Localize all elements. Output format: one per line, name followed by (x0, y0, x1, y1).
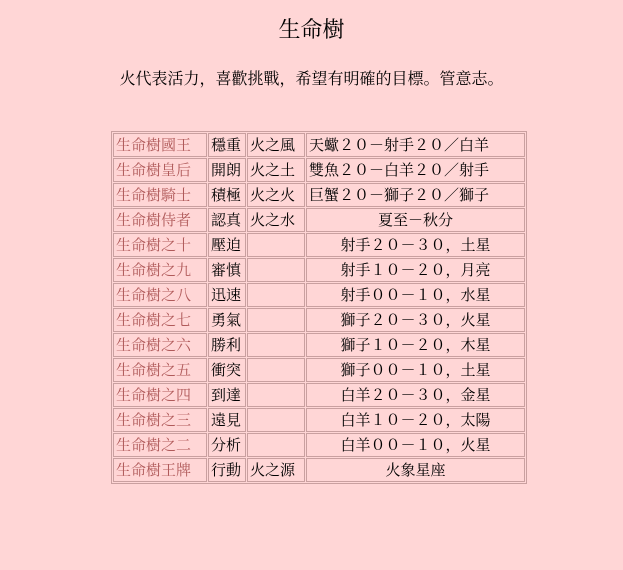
card-table-body (113, 133, 525, 482)
card-name-cell: 生命樹之五 (113, 358, 207, 382)
card-range-cell: 獅子２０－３０，火星 (306, 308, 525, 332)
card-trait-cell: 積極 (208, 183, 246, 207)
page-title: 生命樹 (278, 18, 345, 43)
page-subtitle: 火代表活力，喜歡挑戰，希望有明確的目標。管意志。 (119, 69, 504, 88)
card-trait-cell: 勇氣 (208, 308, 246, 332)
card-element-cell (247, 408, 305, 432)
card-range-cell: 射手００－１０，水星 (306, 283, 525, 307)
card-trait-cell: 開朗 (208, 158, 246, 182)
card-element-cell: 火之火 (247, 183, 305, 207)
card-range-cell: 雙魚２０－白羊２０／射手 (306, 158, 525, 182)
card-name-cell: 生命樹之三 (113, 408, 207, 432)
table-row (113, 233, 525, 257)
card-table (111, 131, 527, 484)
card-element-cell: 火之土 (247, 158, 305, 182)
card-range-cell: 火象星座 (306, 458, 525, 482)
card-range-cell: 射手２０－３０，土星 (306, 233, 525, 257)
card-trait-cell: 迅速 (208, 283, 246, 307)
card-name-cell: 生命樹之七 (113, 308, 207, 332)
card-range-cell: 射手１０－２０，月亮 (306, 258, 525, 282)
table-row (113, 433, 525, 457)
table-row (113, 408, 525, 432)
card-element-cell (247, 233, 305, 257)
card-trait-cell: 壓迫 (208, 233, 246, 257)
card-element-cell (247, 283, 305, 307)
table-row (113, 158, 525, 182)
table-row (113, 333, 525, 357)
card-range-cell: 巨蟹２０－獅子２０／獅子 (306, 183, 525, 207)
card-element-cell (247, 358, 305, 382)
card-name-cell: 生命樹王牌 (113, 458, 207, 482)
card-element-cell (247, 383, 305, 407)
table-row (113, 458, 525, 482)
table-row (113, 258, 525, 282)
card-range-cell: 獅子１０－２０，木星 (306, 333, 525, 357)
card-name-cell: 生命樹國王 (113, 133, 207, 157)
table-row (113, 358, 525, 382)
card-element-cell (247, 258, 305, 282)
card-element-cell: 火之水 (247, 208, 305, 232)
card-element-cell: 火之風 (247, 133, 305, 157)
card-table-container (111, 131, 527, 484)
card-trait-cell: 認真 (208, 208, 246, 232)
table-row (113, 208, 525, 232)
card-range-cell: 獅子００－１０，土星 (306, 358, 525, 382)
card-name-cell: 生命樹之八 (113, 283, 207, 307)
table-row (113, 308, 525, 332)
card-trait-cell: 穩重 (208, 133, 246, 157)
card-trait-cell: 行動 (208, 458, 246, 482)
card-range-cell: 白羊００－１０，火星 (306, 433, 525, 457)
card-name-cell: 生命樹之六 (113, 333, 207, 357)
card-range-cell: 天蠍２０－射手２０／白羊 (306, 133, 525, 157)
card-name-cell: 生命樹之二 (113, 433, 207, 457)
card-trait-cell: 分析 (208, 433, 246, 457)
card-trait-cell: 到達 (208, 383, 246, 407)
card-element-cell: 火之源 (247, 458, 305, 482)
card-element-cell (247, 333, 305, 357)
card-name-cell: 生命樹皇后 (113, 158, 207, 182)
card-name-cell: 生命樹騎士 (113, 183, 207, 207)
card-name-cell: 生命樹侍者 (113, 208, 207, 232)
card-name-cell: 生命樹之四 (113, 383, 207, 407)
card-range-cell: 白羊１０－２０，太陽 (306, 408, 525, 432)
card-trait-cell: 勝利 (208, 333, 246, 357)
table-row (113, 133, 525, 157)
card-range-cell: 夏至－秋分 (306, 208, 525, 232)
card-name-cell: 生命樹之十 (113, 233, 207, 257)
card-element-cell (247, 308, 305, 332)
card-trait-cell: 遠見 (208, 408, 246, 432)
table-row (113, 383, 525, 407)
card-element-cell (247, 433, 305, 457)
card-range-cell: 白羊２０－３０，金星 (306, 383, 525, 407)
card-name-cell: 生命樹之九 (113, 258, 207, 282)
table-row (113, 283, 525, 307)
table-row (113, 183, 525, 207)
card-trait-cell: 衝突 (208, 358, 246, 382)
card-trait-cell: 審慎 (208, 258, 246, 282)
